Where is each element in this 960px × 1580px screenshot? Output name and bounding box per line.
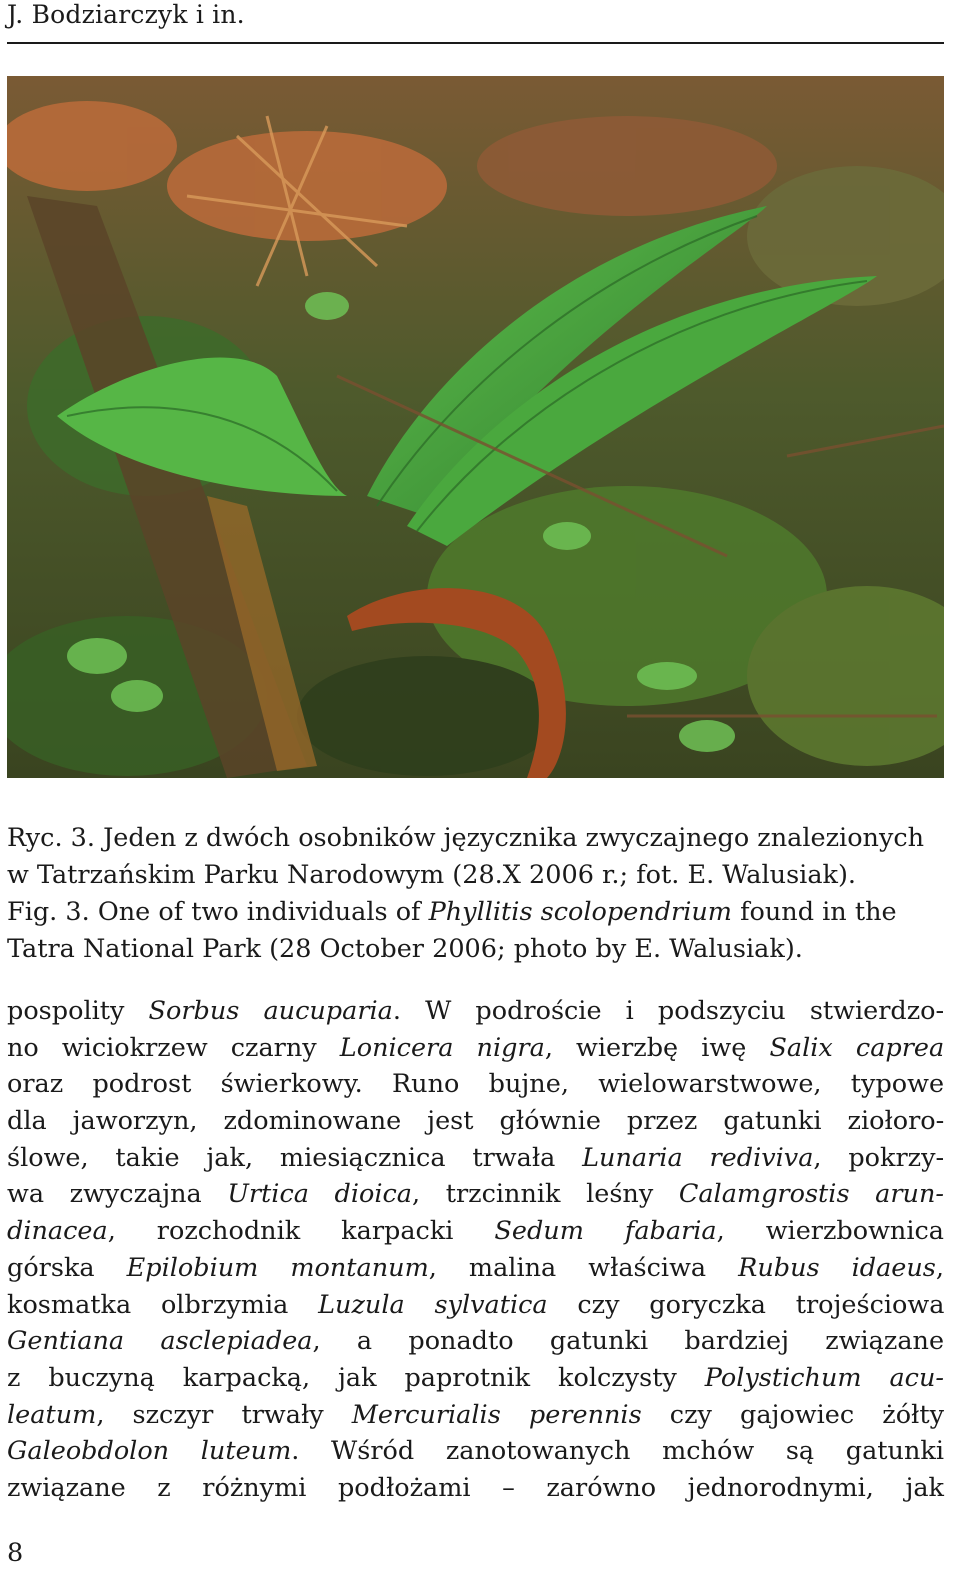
- body-line: z buczyną karpacką, jak paprotnik kolczysty Polystichum acu-: [7, 1362, 944, 1393]
- body-line: kosmatka olbrzymia Luzula sylvatica czy goryczka trojeściowa: [7, 1289, 945, 1320]
- caption-pl-line-1: Ryc. 3. Jeden z dwóch osobników języcznika zwyczajnego znalezionych: [7, 823, 925, 853]
- running-head: J. Bodziarczyk i in.: [7, 0, 245, 29]
- body-paragraph: [7, 993, 944, 1507]
- body-line: leatum, szczyr trwały Mercurialis perennis czy gajowiec żółty: [7, 1399, 944, 1430]
- body-line: górska Epilobium montanum, malina właściwa Rubus idaeus,: [7, 1252, 944, 1283]
- body-line: dla jaworzyn, zdominowane jest głównie przez gatunki ziołoro-: [7, 1106, 945, 1137]
- body-line: ślowe, takie jak, miesiącznica trwała Lunaria rediviva, pokrzy-: [7, 1142, 945, 1173]
- body-line: no wiciokrzew czarny Lonicera nigra, wierzbę iwę Salix caprea: [7, 1032, 945, 1063]
- body-line: dinacea, rozchodnik karpacki Sedum fabaria, wierzbownica: [7, 1216, 944, 1247]
- body-line: Galeobdolon luteum. Wśród zanotowanych mchów są gatunki: [7, 1436, 944, 1467]
- fern-photo-illustration: [7, 76, 944, 778]
- figure-caption: [7, 820, 944, 968]
- body-line: wa zwyczajna Urtica dioica, trzcinnik leśny Calamgrostis arun-: [7, 1179, 944, 1210]
- page-number: 8: [7, 1538, 24, 1568]
- caption-en-line-1: Fig. 3. One of two individuals of Phyllitis scolopendrium found in the: [7, 897, 897, 927]
- body-line: oraz podrost świerkowy. Runo bujne, wielowarstwowe, typowe: [7, 1069, 945, 1100]
- body-line: pospolity Sorbus aucuparia. W podroście i podszyciu stwierdzo-: [7, 996, 945, 1026]
- caption-en-line-2: Tatra National Park (28 October 2006; photo by E. Walusiak).: [7, 934, 803, 964]
- caption-pl-line-2: w Tatrzańskim Parku Narodowym (28.X 2006 r.; fot. E. Walusiak).: [7, 860, 857, 890]
- body-line: Gentiana asclepiadea, a ponadto gatunki bardziej związane: [7, 1326, 945, 1357]
- body-line: związane z różnymi podłożami – zarówno jednorodnymi, jak: [7, 1472, 945, 1503]
- header-rule: [7, 42, 944, 44]
- figure-photo: [7, 76, 944, 778]
